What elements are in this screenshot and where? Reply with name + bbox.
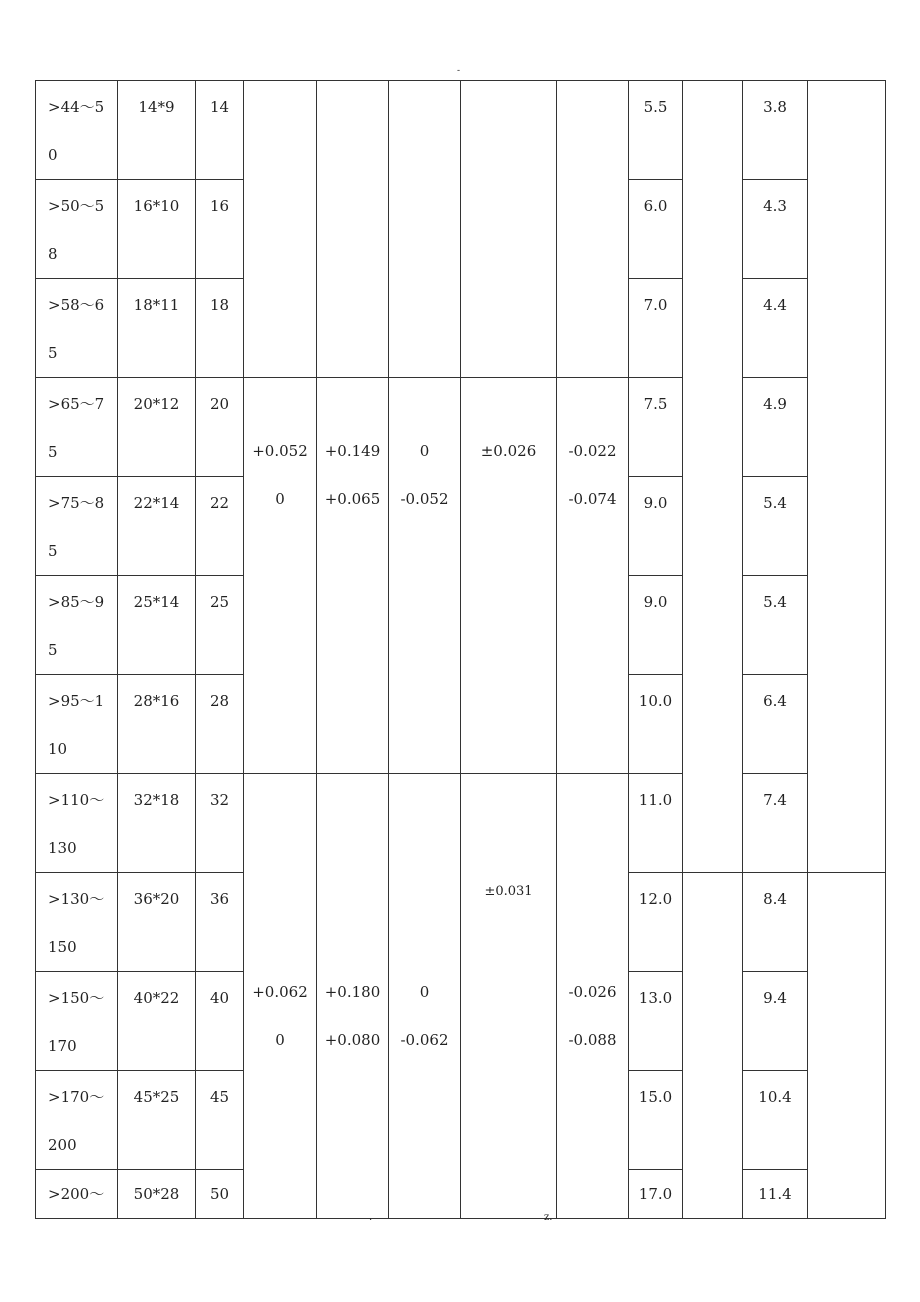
- cell-depth-hub: 3.8: [743, 81, 808, 180]
- cell-depth-hub: 10.4: [743, 1071, 808, 1170]
- cell-depth-hub: 4.9: [743, 378, 808, 477]
- cell-range: >110～ 130: [36, 774, 118, 873]
- cell-size: 14*9: [118, 81, 196, 180]
- cell-tolerance: +0.149 +0.065: [317, 378, 389, 774]
- cell-tolerance: +0.180 +0.080: [317, 774, 389, 1219]
- cell-width: 40: [196, 972, 244, 1071]
- cell-empty: [808, 81, 886, 873]
- cell-range: >150～ 170: [36, 972, 118, 1071]
- cell-tolerance: 0 -0.052: [389, 378, 461, 774]
- cell-range: >85～9 5: [36, 576, 118, 675]
- cell-width: 28: [196, 675, 244, 774]
- cell-depth-shaft: 6.0: [629, 180, 683, 279]
- cell-depth-hub: 8.4: [743, 873, 808, 972]
- cell-depth-shaft: 7.0: [629, 279, 683, 378]
- table-body: [36, 81, 886, 1219]
- cell-width: 20: [196, 378, 244, 477]
- cell-empty: [683, 81, 743, 873]
- cell-width: 16: [196, 180, 244, 279]
- cell-empty: [389, 81, 461, 378]
- cell-tolerance: +0.062 0: [244, 774, 317, 1219]
- cell-range: >95～1 10: [36, 675, 118, 774]
- cell-width: 50: [196, 1170, 244, 1219]
- cell-empty: [317, 81, 389, 378]
- cell-depth-shaft: 13.0: [629, 972, 683, 1071]
- cell-depth-hub: 5.4: [743, 576, 808, 675]
- cell-width: 32: [196, 774, 244, 873]
- cell-empty: [557, 81, 629, 378]
- cell-range: >44～5 0: [36, 81, 118, 180]
- cell-tolerance: +0.052 0: [244, 378, 317, 774]
- cell-size: 22*14: [118, 477, 196, 576]
- cell-depth-hub: 4.4: [743, 279, 808, 378]
- cell-range: >58～6 5: [36, 279, 118, 378]
- cell-size: 28*16: [118, 675, 196, 774]
- cell-empty: [683, 873, 743, 1219]
- table-row: [36, 378, 886, 477]
- table-row: [36, 81, 886, 180]
- cell-depth-shaft: 17.0: [629, 1170, 683, 1219]
- cell-depth-hub: 4.3: [743, 180, 808, 279]
- cell-range: >75～8 5: [36, 477, 118, 576]
- cell-depth-hub: 11.4: [743, 1170, 808, 1219]
- cell-depth-hub: 6.4: [743, 675, 808, 774]
- cell-range: >50～5 8: [36, 180, 118, 279]
- cell-depth-shaft: 12.0: [629, 873, 683, 972]
- cell-tolerance: 0 -0.062: [389, 774, 461, 1219]
- cell-empty: [808, 873, 886, 1219]
- cell-width: 14: [196, 81, 244, 180]
- cell-size: 36*20: [118, 873, 196, 972]
- cell-tolerance: -0.026 -0.088: [557, 774, 629, 1219]
- cell-depth-shaft: 11.0: [629, 774, 683, 873]
- table-row: [36, 774, 886, 873]
- cell-width: 36: [196, 873, 244, 972]
- cell-range: >200～: [36, 1170, 118, 1219]
- cell-range: >65～7 5: [36, 378, 118, 477]
- cell-range: >130～ 150: [36, 873, 118, 972]
- cell-size: 16*10: [118, 180, 196, 279]
- cell-width: 22: [196, 477, 244, 576]
- cell-tolerance: -0.022 -0.074: [557, 378, 629, 774]
- cell-width: 45: [196, 1071, 244, 1170]
- header-mark: -: [457, 66, 461, 76]
- cell-tolerance: ±0.031: [461, 774, 557, 1219]
- cell-depth-shaft: 5.5: [629, 81, 683, 180]
- cell-size: 20*12: [118, 378, 196, 477]
- cell-depth-shaft: 9.0: [629, 576, 683, 675]
- footer-dot: .: [369, 1212, 373, 1223]
- cell-size: 18*11: [118, 279, 196, 378]
- cell-size: 50*28: [118, 1170, 196, 1219]
- cell-range: >170～ 200: [36, 1071, 118, 1170]
- keyway-tolerance-table: [35, 80, 886, 1219]
- cell-depth-hub: 7.4: [743, 774, 808, 873]
- cell-empty: [461, 81, 557, 378]
- cell-tolerance: ±0.026: [461, 378, 557, 774]
- cell-depth-shaft: 15.0: [629, 1071, 683, 1170]
- cell-depth-shaft: 9.0: [629, 477, 683, 576]
- cell-width: 25: [196, 576, 244, 675]
- cell-depth-hub: 5.4: [743, 477, 808, 576]
- cell-depth-hub: 9.4: [743, 972, 808, 1071]
- cell-width: 18: [196, 279, 244, 378]
- cell-size: 32*18: [118, 774, 196, 873]
- cell-empty: [244, 81, 317, 378]
- cell-depth-shaft: 7.5: [629, 378, 683, 477]
- cell-size: 45*25: [118, 1071, 196, 1170]
- cell-size: 40*22: [118, 972, 196, 1071]
- cell-depth-shaft: 10.0: [629, 675, 683, 774]
- cell-size: 25*14: [118, 576, 196, 675]
- footer-z: z.: [544, 1212, 553, 1223]
